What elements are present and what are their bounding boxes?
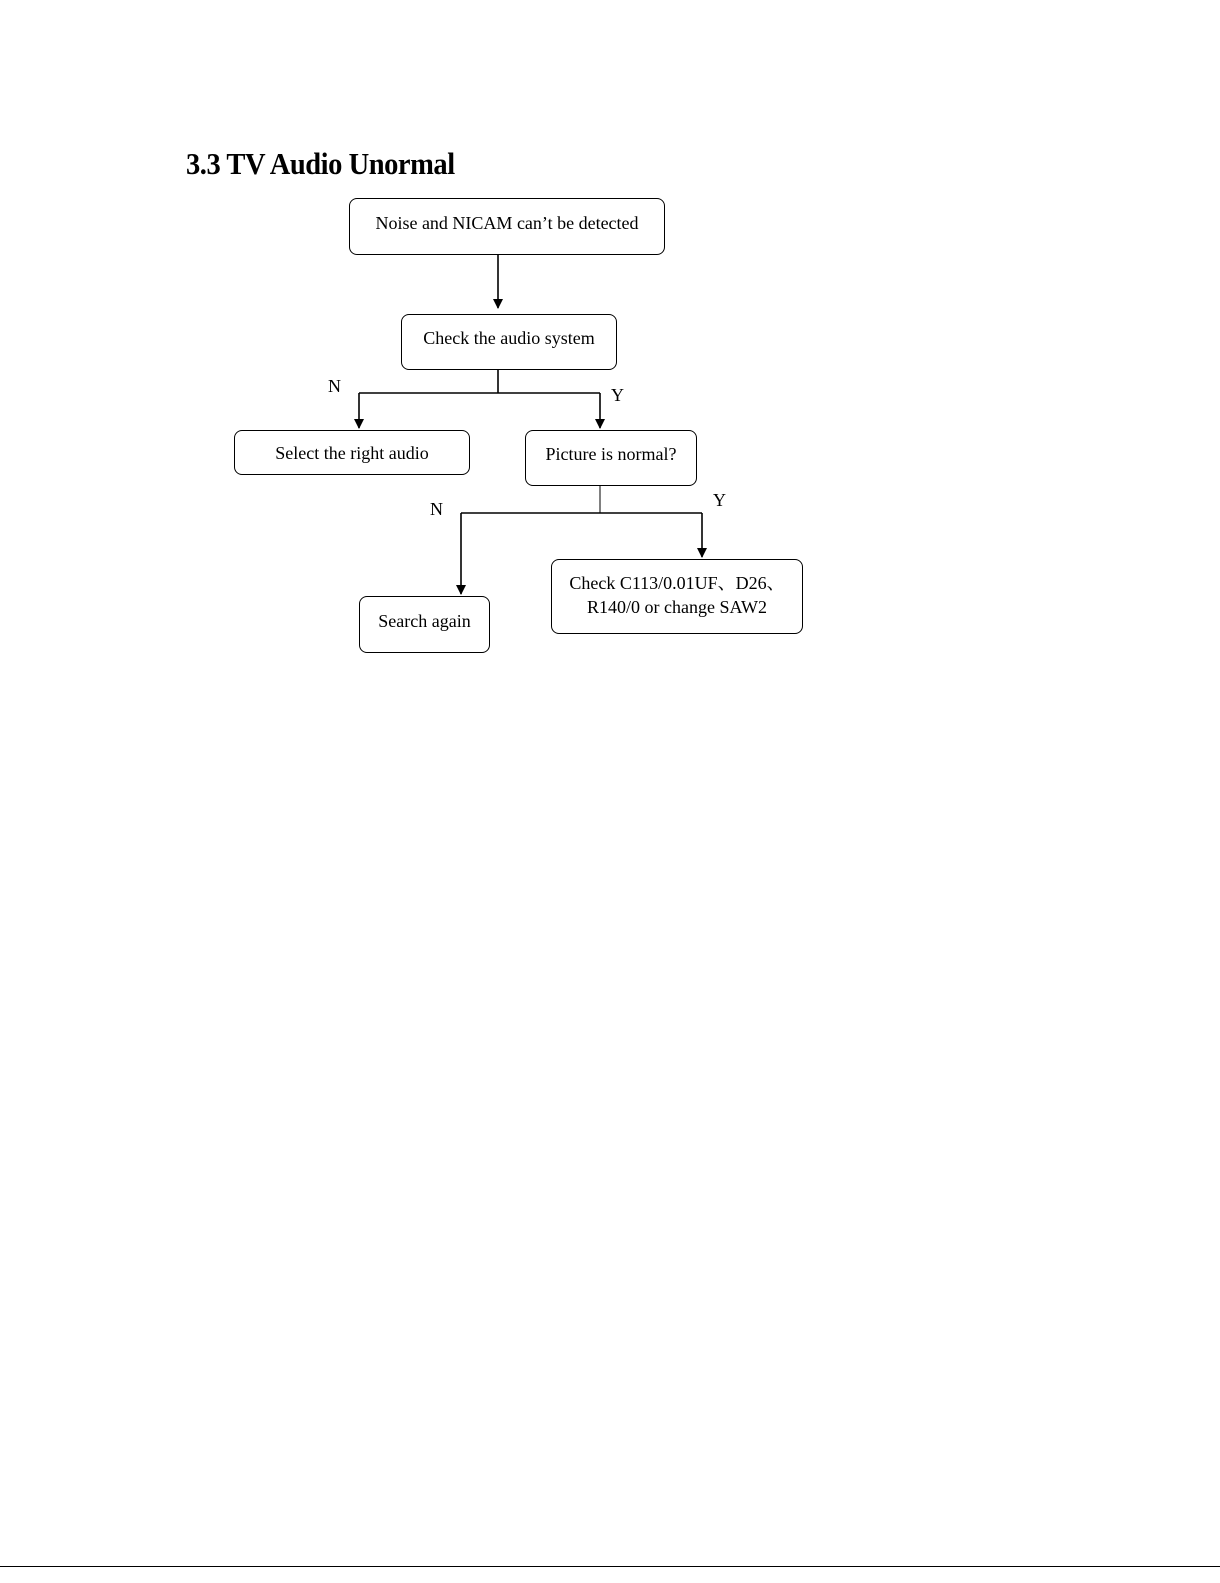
branch-label-picture-no: N bbox=[430, 499, 443, 519]
node-check-components-line-1: Check C113/0.01UF、D26、 bbox=[569, 572, 785, 593]
page-bottom-rule bbox=[0, 1566, 1220, 1567]
branch-label-picture-yes: Y bbox=[713, 490, 726, 510]
section-heading: 3.3 TV Audio Unormal bbox=[186, 146, 455, 181]
node-noise-nicam-not-detected: Noise and NICAM can’t be detected bbox=[349, 198, 665, 255]
flowchart bbox=[0, 0, 1220, 700]
node-check-components bbox=[551, 559, 803, 634]
node-select-right-audio: Select the right audio bbox=[234, 430, 470, 475]
node-picture-is-normal: Picture is normal? bbox=[525, 430, 697, 486]
node-check-components-line-2: R140/0 or change SAW2 bbox=[586, 596, 768, 617]
branch-label-audio-no: N bbox=[328, 376, 341, 396]
branch-label-audio-yes: Y bbox=[611, 385, 624, 405]
node-check-audio-system: Check the audio system bbox=[401, 314, 617, 370]
node-search-again: Search again bbox=[359, 596, 490, 653]
